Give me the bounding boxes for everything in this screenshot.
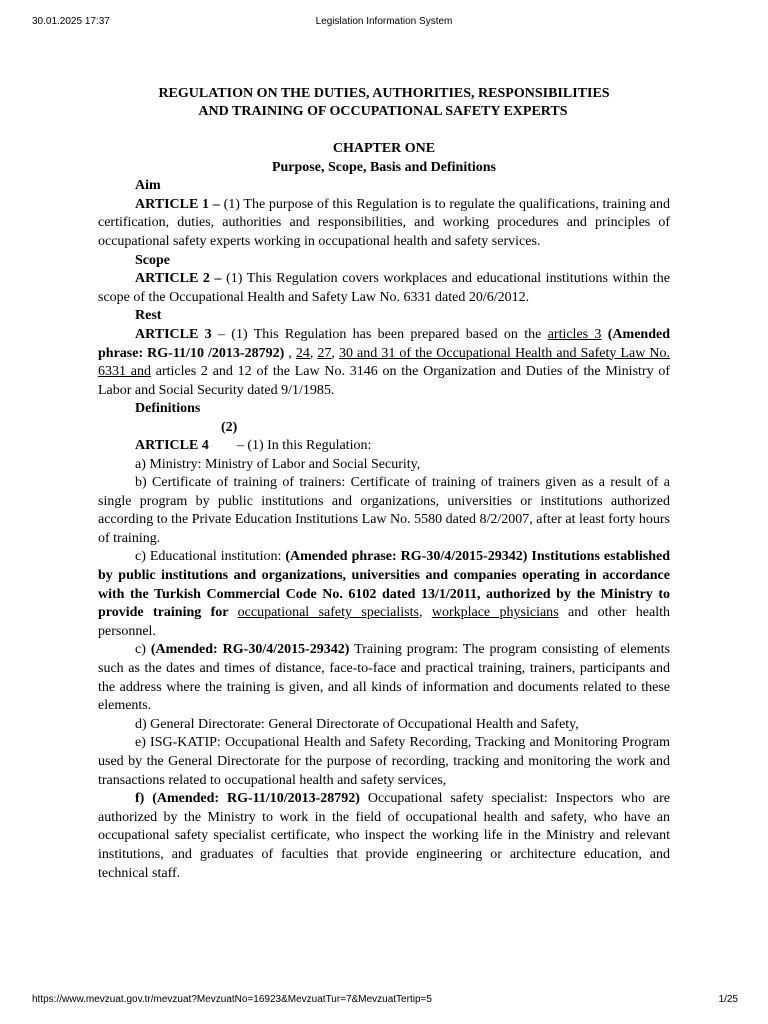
link-articles-3[interactable]: articles 3 xyxy=(547,326,602,342)
document-title xyxy=(98,85,670,121)
definition-b: b) Certificate of training of trainers: Certificate of training of trainers given as a result of a single program by public institutions and organizations, universities or institutions authorized according to the Private Education Institutions Law No. 5580 dated 8/2/2007, after at least forty hours of training. xyxy=(98,475,670,546)
section-heading-definitions: Definitions xyxy=(135,401,201,417)
print-footer xyxy=(0,994,768,1008)
definition-c-training-program: c) (Amended: RG-30/4/2015-29342) Training program: The program consisting of elements such as the dates and times of distance, face-to-face and practical training, trainers, participants and the address where the training is given, and all kinds of information and documents related to these elements. xyxy=(98,642,670,714)
link-article-24[interactable]: 24 xyxy=(295,345,310,361)
section-heading-aim: Aim xyxy=(135,178,161,194)
section-heading-rest: Rest xyxy=(135,308,162,324)
page-counter: 1/25 xyxy=(718,994,738,1005)
page-url: https://www.mevzuat.gov.tr/mevzuat?MevzuatNo=16923&MevzuatTur=7&MevzuatTertip=5 xyxy=(32,994,432,1005)
article-4-label: ARTICLE 4 xyxy=(135,437,209,453)
title-line-1: REGULATION ON THE DUTIES, AUTHORITIES, RESPONSIBILITIES xyxy=(158,86,610,101)
chapter-heading: CHAPTER ONE xyxy=(332,141,436,156)
article-2-label: ARTICLE 2 – xyxy=(135,271,222,287)
article-3: ARTICLE 3 – (1) This Regulation has been prepared based on the articles 3 (Amended phrase: RG-11/10 /2013-28792) , 24, 27, 30 and 31 of the Occupational Health and Safety Law No. 6331 and articles 2 and 12 of the Law No. 3146 on the Organization and Duties of the Ministry of Labor and Social Security dated 9/1/1985. xyxy=(98,326,670,398)
definition-c-educational-institution: c) Educational institution: (Amended phrase: RG-30/4/2015-29342) Institutions established by public institutions and organizations, universities and companies operating in accordance with the Turkish Commercial Code No. 6102 dated 13/1/2011, authorized by the Ministry to provide training for occupational safety specialists, workplace physicians and other health personnel. xyxy=(98,549,670,639)
article-3-label: ARTICLE 3 xyxy=(135,326,212,342)
article-4-intro: ARTICLE 4 – (1) In this Regulation: xyxy=(135,437,372,453)
title-line-2: AND TRAINING OF OCCUPATIONAL SAFETY EXPERTS xyxy=(198,104,568,119)
definition-a: a) Ministry: Ministry of Labor and Social Security, xyxy=(135,456,421,472)
definitions-note: (2) xyxy=(221,419,238,435)
link-articles-30-31[interactable]: 30 and 31 of the Occupational Health and Safety Law No. 6331 and xyxy=(98,345,670,380)
article-2: ARTICLE 2 – (1) This Regulation covers workplaces and educational institutions within the scope of the Occupational Health and Safety Law No. 6331 dated 20/6/2012. xyxy=(98,271,670,305)
print-header xyxy=(0,16,768,30)
definition-d: d) General Directorate: General Directorate of Occupational Health and Safety, xyxy=(135,716,579,732)
article-1: ARTICLE 1 – (1) The purpose of this Regulation is to regulate the qualifications, training and certification, duties, authorities and responsibilities, and working procedures and principles of occupational safety experts working in occupational health and safety services. xyxy=(98,196,670,249)
chapter-subtitle: Purpose, Scope, Basis and Definitions xyxy=(271,159,497,175)
link-workplace-physicians[interactable]: workplace physicians xyxy=(431,605,559,621)
link-occupational-safety-specialists[interactable]: occupational safety specialists xyxy=(237,605,419,621)
print-datetime: 30.01.2025 17:37 xyxy=(32,16,110,27)
article-1-label: ARTICLE 1 – xyxy=(135,196,220,212)
definition-e: e) ISG-KATIP: Occupational Health and Safety Recording, Tracking and Monitoring Program used by the General Directorate for the purpose of recording, tracking and monitoring the work and transactions related to occupational health and safety services, xyxy=(98,735,670,788)
definition-f: f) (Amended: RG-11/10/2013-28792) Occupational safety specialist: Inspectors who are authorized by the Ministry to work in the field of occupational health and safety, who have an occupational safety specialist certificate, who inspect the working life in the Ministry and relevant institutions, and graduates of faculties that provide engineering or architecture education, and technical staff. xyxy=(98,791,670,881)
document-body xyxy=(98,85,670,883)
site-title: Legislation Information System xyxy=(315,16,453,27)
section-heading-scope: Scope xyxy=(135,252,170,268)
link-article-27[interactable]: 27 xyxy=(317,345,332,361)
